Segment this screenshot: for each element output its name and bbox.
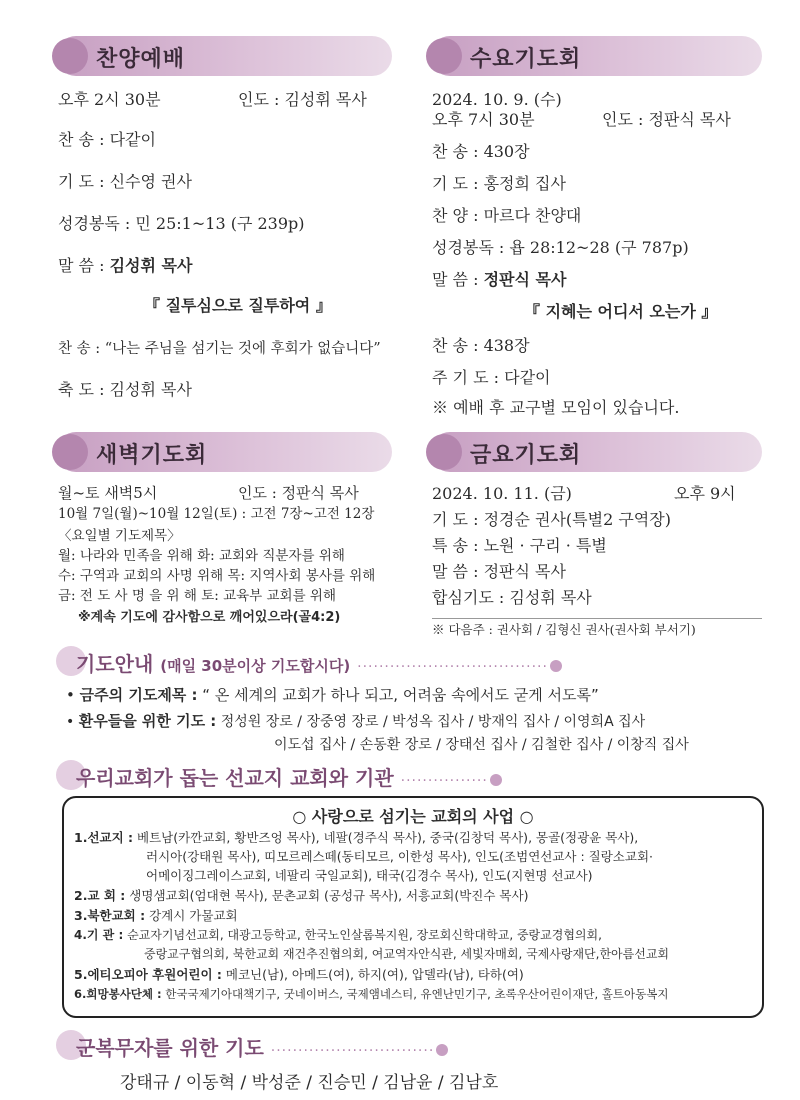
friday-row: 합심기도 : 김성휘 목사 bbox=[432, 588, 592, 607]
mission-item bbox=[74, 965, 524, 983]
mission-item-line: 베트남(카깐교회, 황반즈엉 목사), 네팔(경주식 목사), 중국(김창덕 목사), 몽골(정광윤 목사), bbox=[137, 830, 639, 845]
row-label: 기 도 bbox=[432, 510, 468, 529]
prayer-sick-label: 환우들을 위한 기도 : bbox=[78, 712, 217, 730]
bullet-dot-icon bbox=[490, 774, 502, 786]
dawn-schedule: 월~토 새벽5시 bbox=[58, 484, 158, 502]
military-header: 군복무자를 위한 기도 ······························ bbox=[76, 1032, 448, 1061]
mission-item-key: 6.희망봉사단체 : bbox=[74, 987, 162, 1001]
sunday-row-sermon: 말 씀 : 김성휘 목사 bbox=[58, 256, 193, 275]
row-value: 김성휘 목사 bbox=[109, 256, 193, 275]
row-value: 신수영 권사 bbox=[109, 172, 192, 191]
prayer-sick-line1: 정성원 장로 / 장중영 장로 / 박성옥 집사 / 방재익 집사 / 이영희A 집사 bbox=[220, 714, 646, 730]
row-value: 김성휘 목사 bbox=[509, 588, 592, 607]
row-label: 성경봉독 bbox=[432, 238, 494, 257]
mission-item-line: 순교자기념선교회, 대광고등학교, 한국노인살롬복지원, 장로회신학대학교, 중랑교경협의회, bbox=[127, 928, 602, 942]
bullet-icon: • bbox=[66, 686, 75, 704]
friday-row: 특 송 : 노원 · 구리 · 특별 bbox=[432, 536, 607, 555]
friday-row: 기 도 : 정경순 권사(특별2 구역장) bbox=[432, 510, 671, 529]
mission-item-key: 1.선교지 : bbox=[74, 830, 134, 845]
row-value: 다같이 bbox=[109, 130, 156, 149]
mission-item bbox=[74, 886, 528, 904]
prayer-title: 기도안내 bbox=[76, 652, 154, 676]
sunday-row-hymn: 찬 송 : 다같이 bbox=[58, 130, 156, 149]
friday-date: 2024. 10. 11. (금) bbox=[432, 484, 572, 503]
header-circle-icon bbox=[426, 434, 462, 470]
wednesday-row: 주 기 도 : 다같이 bbox=[432, 368, 551, 387]
row-value: 438장 bbox=[483, 336, 530, 355]
friday-title: 금요기도회 bbox=[470, 443, 582, 468]
mission-item bbox=[74, 828, 638, 846]
row-value: 욥 28:12~28 (구 787p) bbox=[509, 238, 689, 257]
bullet-dot-icon bbox=[550, 660, 562, 672]
wednesday-row: 찬 송 : 430장 bbox=[432, 142, 530, 161]
mission-box-title: ○ 사랑으로 섬기는 교회의 사업 ○ bbox=[292, 807, 534, 826]
mission-item-line: 어메이징그레이스교회, 네팔리 국일교회), 태국(김경수 목사), 인도(지현명 선교사) bbox=[146, 868, 593, 883]
wednesday-row: 말 씀 : 정판식 목사 bbox=[432, 270, 567, 289]
header-circle-icon bbox=[426, 38, 462, 74]
row-label: 말 씀 bbox=[432, 562, 468, 581]
dawn-leader: 인도 : 정판식 목사 bbox=[238, 484, 359, 502]
row-label: 찬 송 bbox=[432, 336, 468, 355]
mission-item-line: 메코닌(남), 아메드(여), 하지(여), 압델라(남), 타하(여) bbox=[225, 967, 524, 982]
mission-item bbox=[74, 986, 668, 1002]
prayer-sick-line2: 이도섭 집사 / 손동환 장로 / 장태선 집사 / 김철한 집사 / 이창직 집사 bbox=[274, 737, 689, 753]
dawn-topic: 월: 나라와 민족을 위해 화: 교회와 직분자를 위해 bbox=[58, 548, 345, 564]
dawn-period: 10월 7일(월)~10월 12일(토) : 고전 7장~고전 12장 bbox=[58, 506, 375, 522]
sunday-time: 오후 2시 30분 bbox=[58, 90, 161, 109]
wednesday-row: 성경봉독 : 욥 28:12~28 (구 787p) bbox=[432, 238, 689, 257]
military-title: 군복무자를 위한 기도 bbox=[76, 1036, 264, 1060]
row-label: 특 송 bbox=[432, 536, 468, 555]
friday-time: 오후 9시 bbox=[674, 484, 736, 503]
section-header-friday bbox=[430, 432, 762, 472]
row-label: 말 씀 bbox=[58, 256, 94, 275]
prayer-week-text: “ 온 세계의 교회가 하나 되고, 어려움 속에서도 굳게 서도록” bbox=[202, 686, 599, 704]
mission-item-line: 중랑교구협의회, 북한교회 재건추진협의회, 여교역자안식관, 세빛자매회, 국제사랑재단,한아름선교회 bbox=[144, 947, 670, 961]
row-value: 정판식 목사 bbox=[483, 270, 567, 289]
dawn-verse: ※계속 기도에 감사함으로 깨어있으라(골4:2) bbox=[78, 610, 341, 625]
sunday-leader: 인도 : 김성휘 목사 bbox=[238, 90, 367, 109]
wednesday-title: 수요기도회 bbox=[470, 47, 582, 72]
mission-item bbox=[74, 906, 238, 924]
wednesday-sermon-title: 『 지혜는 어디서 오는가 』 bbox=[524, 302, 718, 321]
dawn-topic: 금: 전 도 사 명 을 위 해 토: 교육부 교회를 위해 bbox=[58, 588, 336, 604]
sunday-row-scripture: 성경봉독 : 민 25:1~13 (구 239p) bbox=[58, 214, 305, 233]
mission-item-line: 강계시 가물교회 bbox=[149, 908, 238, 923]
prayer-header: 기도안내 (매일 30분이상 기도합시다) ··································· bbox=[76, 648, 562, 677]
wednesday-leader: 인도 : 정판식 목사 bbox=[602, 110, 731, 129]
row-label: 찬 송 bbox=[58, 130, 94, 149]
section-header-sunday bbox=[56, 36, 392, 76]
mission-item-key: 3.북한교회 : bbox=[74, 908, 146, 923]
friday-row: 말 씀 : 정판식 목사 bbox=[432, 562, 566, 581]
row-label: 합심기도 bbox=[432, 588, 494, 607]
header-circle-icon bbox=[52, 434, 88, 470]
mission-item bbox=[74, 926, 602, 943]
mission-item-line: 생명샘교회(엄대현 목사), 문촌교회 (공성규 목사), 서흥교회(박진수 목사) bbox=[129, 888, 529, 903]
dawn-title: 새벽기도회 bbox=[96, 443, 208, 468]
prayer-week bbox=[66, 684, 599, 705]
wednesday-time: 오후 7시 30분 bbox=[432, 110, 535, 129]
row-label: 찬 양 bbox=[432, 206, 468, 225]
dawn-subtitle: 〈요일별 기도제목〉 bbox=[58, 528, 181, 544]
section-header-dawn bbox=[56, 432, 392, 472]
row-label: 기 도 bbox=[58, 172, 94, 191]
row-value: 430장 bbox=[483, 142, 530, 161]
bullet-dot-icon bbox=[436, 1044, 448, 1056]
wednesday-row: 찬 양 : 마르다 찬양대 bbox=[432, 206, 582, 225]
row-value: 노원 · 구리 · 특별 bbox=[483, 536, 607, 555]
mission-header: 우리교회가 돕는 선교지 교회와 기관 ················ bbox=[76, 762, 502, 791]
row-value: 마르다 찬양대 bbox=[483, 206, 582, 225]
row-label: 찬 송 bbox=[432, 142, 468, 161]
bullet-icon: • bbox=[66, 714, 75, 730]
mission-item-key: 2.교 회 : bbox=[74, 888, 126, 903]
mission-item-key: 4.기 관 : bbox=[74, 928, 124, 942]
header-circle-icon bbox=[52, 38, 88, 74]
wednesday-note: ※ 예배 후 교구별 모임이 있습니다. bbox=[432, 398, 680, 417]
section-header-wednesday bbox=[430, 36, 762, 76]
friday-divider bbox=[432, 618, 762, 619]
dawn-topic: 수: 구역과 교회의 사명 위해 목: 지역사회 봉사를 위해 bbox=[58, 568, 376, 584]
row-value: 다같이 bbox=[504, 368, 551, 387]
row-label: 기 도 bbox=[432, 174, 468, 193]
row-value: 정경순 권사(특별2 구역장) bbox=[483, 510, 671, 529]
prayer-subtitle: (매일 30분이상 기도합시다) bbox=[160, 657, 351, 675]
row-label: 주 기 도 bbox=[432, 368, 489, 387]
row-label: 성경봉독 bbox=[58, 214, 120, 233]
sunday-row-prayer: 기 도 : 신수영 권사 bbox=[58, 172, 192, 191]
sunday-sermon-title: 『 질투심으로 질투하여 』 bbox=[144, 296, 332, 315]
mission-title: 우리교회가 돕는 선교지 교회와 기관 bbox=[76, 766, 394, 790]
prayer-sick bbox=[66, 710, 645, 731]
sunday-hymn: 찬 송 : “나는 주님을 섬기는 것에 후회가 없습니다” bbox=[58, 341, 381, 357]
sunday-benediction: 축 도 : 김성휘 목사 bbox=[58, 380, 192, 399]
mission-item-line: 러시아(강태원 목사), 띠모르레스떼(동티모르, 이한성 목사), 인도(조범연선교사 : 질랑소교회· bbox=[146, 849, 654, 864]
row-value: 정판식 목사 bbox=[483, 562, 566, 581]
prayer-week-label: 금주의 기도제목 : bbox=[79, 686, 198, 704]
sunday-title: 찬양예배 bbox=[96, 47, 186, 72]
military-names: 강태규 / 이동혁 / 박성준 / 진승민 / 김남윤 / 김남호 bbox=[120, 1073, 499, 1093]
row-value: 민 25:1~13 (구 239p) bbox=[135, 214, 305, 233]
wednesday-date: 2024. 10. 9. (수) bbox=[432, 90, 562, 109]
friday-next: ※ 다음주 : 권사회 / 김형신 권사(권사회 부서기) bbox=[432, 622, 696, 637]
row-value: 홍정희 집사 bbox=[483, 174, 566, 193]
mission-item-line: 한국국제기아대책기구, 굿네이버스, 국제앰네스티, 유엔난민기구, 초록우산어린이재단, 홀트아동복지 bbox=[165, 987, 669, 1001]
mission-box bbox=[62, 796, 764, 1018]
wednesday-row: 기 도 : 홍정희 집사 bbox=[432, 174, 566, 193]
row-label: 말 씀 bbox=[432, 270, 468, 289]
wednesday-row: 찬 송 : 438장 bbox=[432, 336, 530, 355]
mission-item-key: 5.에티오피아 후원어린이 : bbox=[74, 967, 222, 982]
